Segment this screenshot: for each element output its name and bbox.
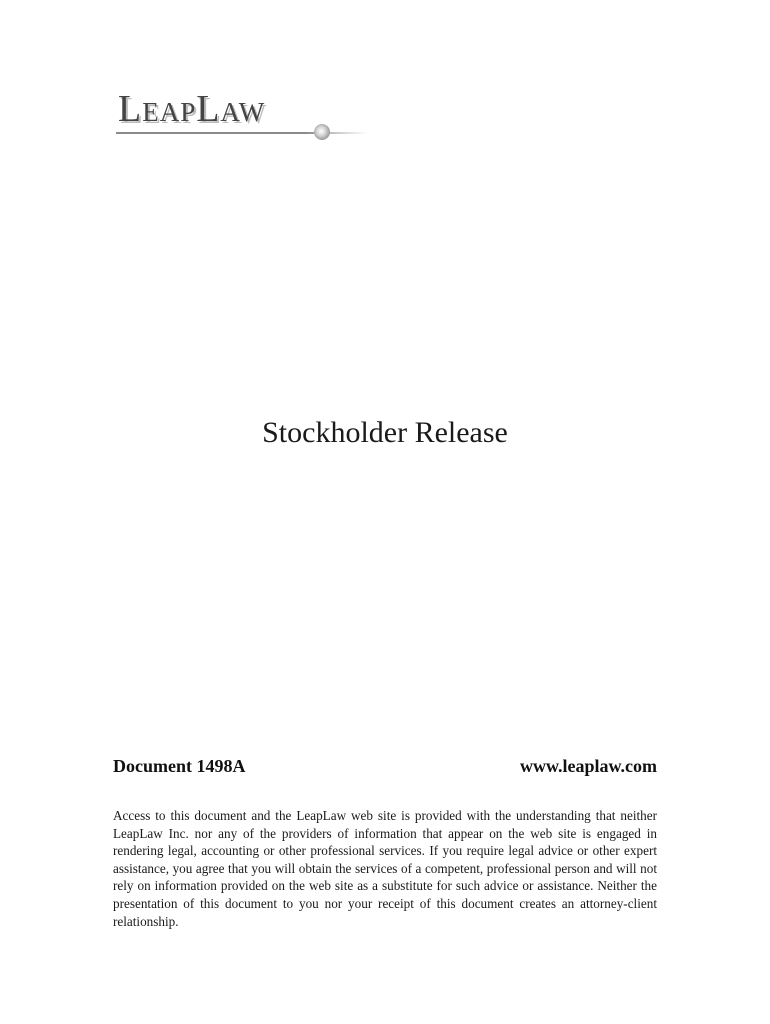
logo-wordmark: LeapLaw <box>118 88 266 130</box>
document-number: Document 1498A <box>113 756 246 776</box>
document-info-row <box>113 756 657 780</box>
disclaimer-paragraph: Access to this document and the LeapLaw web site is provided with the understanding that neither LeapLaw Inc. nor any of the providers of information that appear on the web site is engaged in rendering legal, accounting or other professional services. If you require legal advice or other expert assistance, you agree that you will obtain the services of a competent, professional person and will not rely on information provided on the web site as a substitute for such advice or assistance. Neither the presentation of this document to you nor your receipt of this document creates an attorney-client relationship. <box>113 808 657 929</box>
document-title: Stockholder Release <box>262 416 508 449</box>
leaplaw-logo <box>116 86 376 142</box>
website-link[interactable]: www.leaplaw.com <box>520 756 657 776</box>
logo-orb-icon <box>314 124 330 140</box>
logo-underline <box>116 132 368 134</box>
